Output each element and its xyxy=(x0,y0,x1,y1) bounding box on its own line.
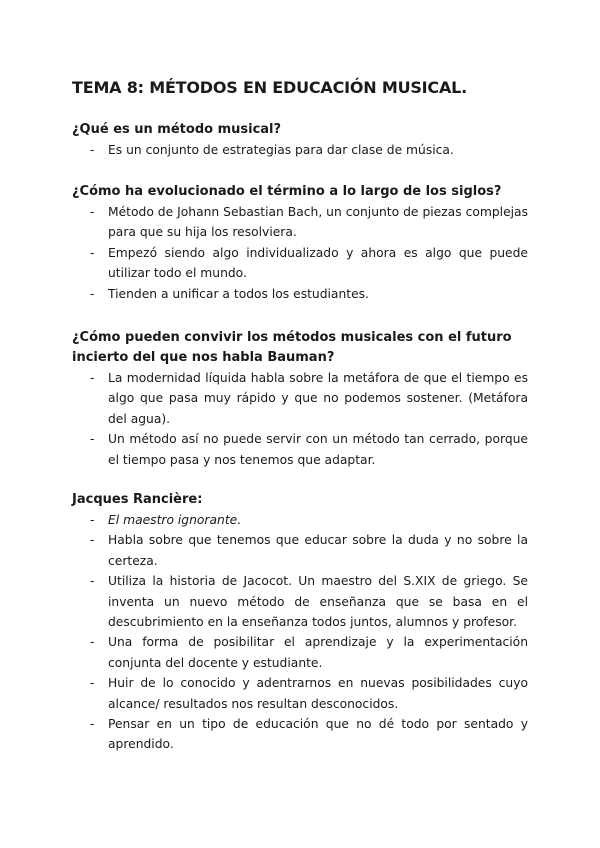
bullet-list xyxy=(72,202,528,304)
bullet-list xyxy=(72,510,528,755)
list-item: - Empezó siendo algo individualizado y ahora es algo que puede utilizar todo el mundo. xyxy=(72,243,528,284)
list-item: - Método de Johann Sebastian Bach, un conjunto de piezas complejas para que su hija los resolviera. xyxy=(72,202,528,243)
section-heading: ¿Cómo ha evolucionado el término a lo largo de los siglos? xyxy=(72,184,502,199)
bullet-list xyxy=(72,368,528,470)
list-item: - La modernidad líquida habla sobre la metáfora de que el tiempo es algo que pasa muy rápido y que no podemos sostener. (Metáfora del agua). xyxy=(72,368,528,429)
list-item: - Tienden a unificar a todos los estudiantes. xyxy=(72,284,528,304)
section-heading: ¿Qué es un método musical? xyxy=(72,122,282,137)
section-bauman xyxy=(72,328,528,470)
list-item: - Huir de lo conocido y adentrarnos en nuevas posibilidades cuyo alcance/ resultados nos resultan desconocidos. xyxy=(72,673,528,714)
page-title: TEMA 8: MÉTODOS EN EDUCACIÓN MUSICAL. xyxy=(72,78,468,97)
list-item: - Una forma de posibilitar el aprendizaje y la experimentación conjunta del docente y estudiante. xyxy=(72,632,528,673)
section-what-is-method xyxy=(72,120,528,160)
list-item: - Un método así no puede servir con un método tan cerrado, porque el tiempo pasa y nos tenemos que adaptar. xyxy=(72,429,528,470)
section-ranciere xyxy=(72,490,528,755)
list-item: - Habla sobre que tenemos que educar sobre la duda y no sobre la certeza. xyxy=(72,530,528,571)
list-item: - Es un conjunto de estrategias para dar clase de música. xyxy=(72,140,528,160)
section-evolution xyxy=(72,182,528,304)
list-item: - El maestro ignorante. xyxy=(72,510,528,530)
bullet-list xyxy=(72,140,528,160)
list-item: - Pensar en un tipo de educación que no dé todo por sentado y aprendido. xyxy=(72,714,528,755)
section-heading: Jacques Rancière: xyxy=(72,492,203,507)
section-heading: ¿Cómo pueden convivir los métodos musicales con el futuro incierto del que nos habla Bauman? xyxy=(72,330,512,365)
list-item: - Utiliza la historia de Jacocot. Un maestro del S.XIX de griego. Se inventa un nuevo método de enseñanza que se basa en el descubrimiento en la enseñanza todos juntos, alumnos y profesor. xyxy=(72,571,528,632)
